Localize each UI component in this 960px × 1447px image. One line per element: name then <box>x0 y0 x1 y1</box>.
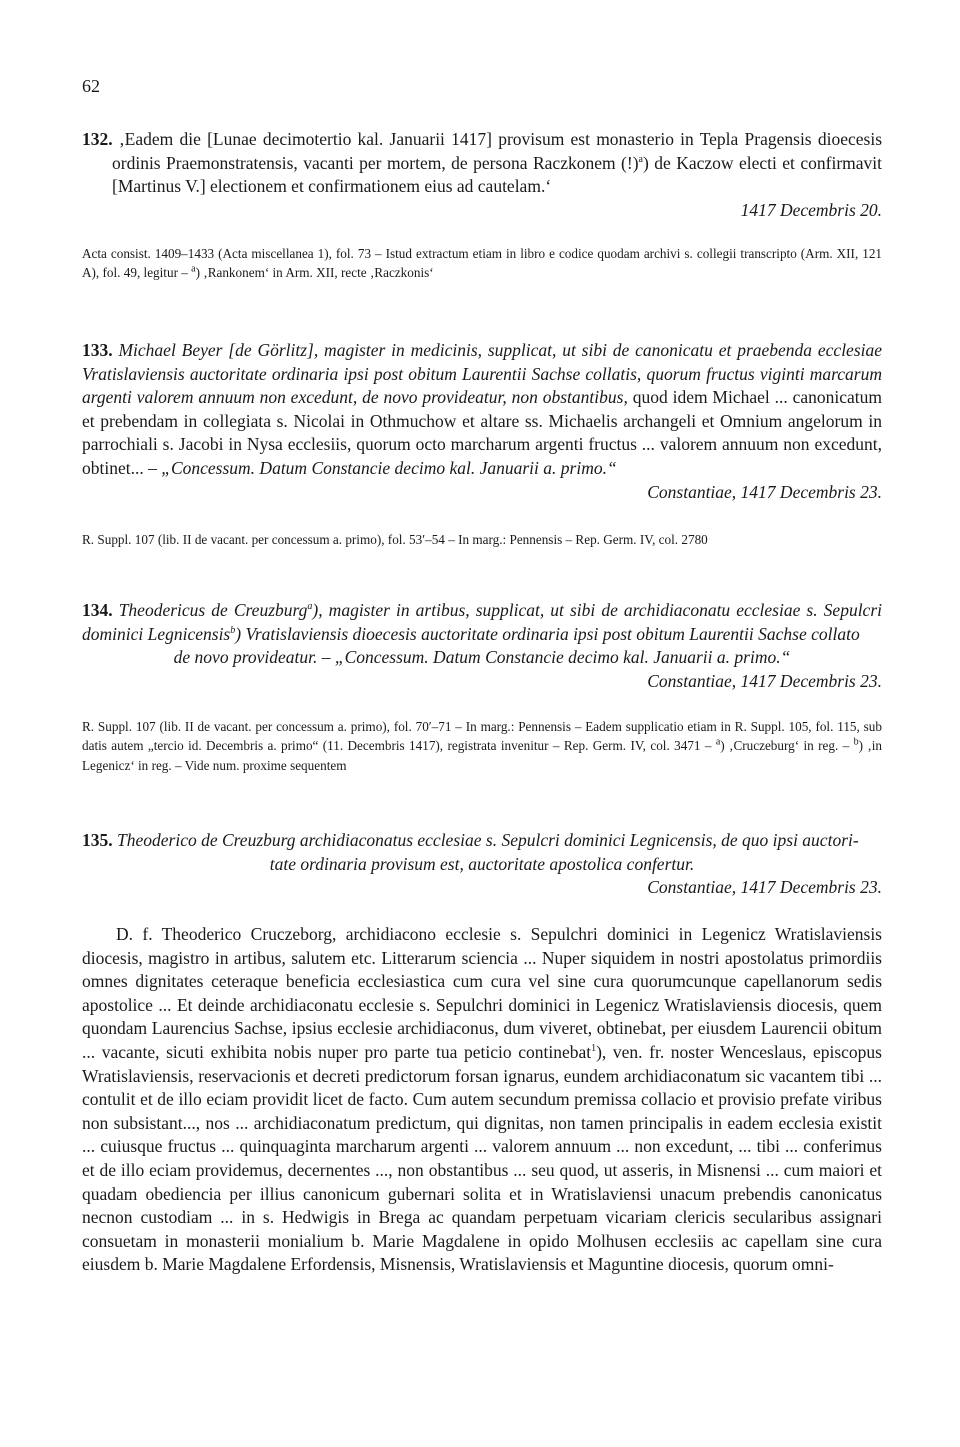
notes-line-3b: ) ‚Cruczeburg‘ in reg. – <box>720 738 854 754</box>
entry-135-body <box>82 923 882 1277</box>
notes-line-3c: ) ‚in Legenicz‘ in reg. – Vide num. proxime sequentem <box>82 738 883 773</box>
notes-line-1: Acta consist. 1409–1433 (Acta miscellanea 1), fol. 73 – Istud extractum etiam in libro e codice quodam archivi s. collegii <box>82 246 737 261</box>
entry-number: 132. <box>82 129 113 149</box>
footnote-ref-a: a <box>307 601 313 613</box>
entry-133-roman: quod idem Michael ... canonicatum et prebendam in collegiata s. Nicolai in Othmuchow et altare ss. Michaelis archangeli et Omnium angelorum in parrochiali s. Jacobi in Nysa ecclesiis, quorum octo marcharum argenti fructus ... valorem annuum non excedunt, obtinet... – <box>82 387 883 478</box>
notes-line: R. Suppl. 107 (lib. II de vacant. per concessum a. primo), fol. 53′–54 – In marg.: Pennensis – Rep. Germ. IV, col. 2780 <box>82 532 708 547</box>
entry-135-l1: Theoderico de Creuzburg archidiaconatus ecclesiae s. Sepulcri dominici Legnicensis, de quo ipsi auctori- <box>117 830 859 850</box>
entry-134-t1: Theodericus de Creuzburg <box>118 600 308 620</box>
entry-133-text <box>82 339 882 481</box>
entry-132-line-1: ‚Eadem die [Lunae decimotertio kal. Januarii 1417] provisum est monasterio in Tepla Pragensis <box>118 129 812 149</box>
entry-134-text <box>82 599 882 646</box>
entry-132 <box>82 128 882 222</box>
footnote-ref-a: a <box>191 264 196 276</box>
entry-134-t4: ) Vratislaviensis dioecesis auctoritate ordinaria ipsi post obitum Laurentii Sachse collato <box>235 623 860 644</box>
footnote-ref-a: a <box>638 153 643 165</box>
entry-134-notes <box>82 717 882 775</box>
entry-134-t3: dominici Legnicensis <box>82 623 231 644</box>
footnote-ref-b: b <box>230 624 236 636</box>
page-number: 62 <box>82 76 100 96</box>
notes-line-2-end: ) ‚Rankonem‘ in Arm. XII, recte ‚Raczkonis‘ <box>195 265 434 281</box>
entry-135-date: Constantiae, 1417 Decembris 23. <box>647 877 882 898</box>
entry-number: 134. <box>82 600 113 620</box>
entry-134-t2: ), magister in artibus, supplicat, ut sibi de archidiaconatu ecclesiae s. Sepulcri <box>312 600 882 620</box>
entry-132-line-2: dioecesis ordinis Praemonstratensis, vacanti per mortem, de persona Raczkonem (!) <box>112 129 883 173</box>
body-text-a: D. f. Theoderico Cruczeborg, archidiacono ecclesie s. Sepulchri dominici in Legenicz Wratislaviensis diocesis, magistro in artibus, salutem etc. Litterarum sciencia ... Nuper siquidem in nostri apostolatus primordiis omnes dignitates ceteraque beneficia ecclesiastica cum cura vel sine cura quorumcunque capellanorum sedis apostolice ... Et deinde archidiaconatu ecclesie s. Sepulchri dominici in Legenicz Wratislaviensis diocesis, quem quondam Laurencius Sachse, ipsius ecclesie archidiaconus, dum viveret, obtinebat, per eiusdem Laurencii obitum ... vacante, sicuti exhibita nobis nuper pro parte tua peticio continebat <box>82 924 882 1062</box>
entry-134-t5: de novo provideatur. – „Concessum. Datum Constancie decimo kal. Januarii a. primo.“ <box>173 647 791 668</box>
entry-number: 135. <box>82 830 113 850</box>
entry-133-concessum: „Concessum. Datum Constancie decimo kal. Januarii a. primo.“ <box>161 457 617 478</box>
entry-134 <box>82 599 882 693</box>
entry-132-notes <box>82 244 882 283</box>
entry-number: 133. <box>82 340 113 360</box>
body-text-b: ), ven. fr. noster Wenceslaus, episcopus Wratislaviensis, reservacionis et decreti predictorum forsan ignarus, eundem archidiaconatum sic vacantem tibi ... contulit et de illo eciam providit licet de facto. Cum autem secundum premissa collacio et provisio prefate viribus non subsistant..., nos ... archidiaconatum predictum, qui dignitas, non tamen principalis in eadem ecclesia existit ... cuiusque fructus ... quinquaginta marcharum argenti ... valorem annuum ... non excedunt, ... tibi ... conferimus et de illo eciam providemus, decernentes ..., non obstantibus ... seu quod, ut asseris, in Misnensi ... cum maiori et quadam obediencia per illius canonicum gubernari solita et in Wratislaviensi unacum prebendis canonicatus necnon custodiam ... in s. Hedwigis in Brega ac quandam perpetuam vicariam clericis secularibus assignari consuetam in monasterii monialium b. Marie Magdalene in opido Molhusen ecclesiis ac capellam sine cura eiusdem b. Marie Magdalene Erfordensis, Misnensis, Wratislaviensis et Maguntine diocesis, quorum omni- <box>82 1041 882 1275</box>
entry-135 <box>82 829 882 900</box>
entry-135-l2: tate ordinaria provisum est, auctoritate apostolica confertur. <box>269 853 695 874</box>
entry-133-date: Constantiae, 1417 Decembris 23. <box>647 481 882 502</box>
notes-line-1: R. Suppl. 107 (lib. II de vacant. per concessum a. primo), fol. 70′–71 – In marg.: Pennensis – Eadem supplicatio etiam in <box>82 719 731 734</box>
entry-133 <box>82 339 882 504</box>
footnote-ref-a: a <box>715 737 721 749</box>
notes-line-2: R. Suppl. 105, fol. 115, sub datis autem „tercio id. Decembris a. primo“ (11. Decembris 1417), registrata invenitur – Rep. Germ. <box>82 719 882 754</box>
entry-132-text <box>82 128 882 199</box>
entry-133-summary: Michael Beyer [de Görlitz], magister in medicinis, supplicat, ut sibi de canonicatu et praebenda ecclesiae Vratislaviensis auctoritate ordinaria ipsi post obitum Laurentii Sachse collatis, quorum fructus viginti marcarum argenti valorem annuum non excedunt, de novo provideatur, non obstantibus, <box>82 340 883 408</box>
entry-135-text <box>82 829 882 853</box>
entry-132-line-3: confirmavit [Martinus V.] electionem et confirmationem eius ad cautelam.‘ <box>112 152 882 197</box>
entry-133-notes <box>82 530 882 549</box>
entry-134-date: Constantiae, 1417 Decembris 23. <box>647 670 882 691</box>
footnote-ref-1: 1 <box>591 1043 597 1055</box>
notes-line-2: transcripto (Arm. XII, 121 A), fol. 49, legitur – <box>82 246 883 281</box>
entry-132-line-2b: ) de Kaczow electi et <box>642 152 795 173</box>
footnote-ref-b: b <box>853 737 859 749</box>
notes-line-3a: IV, col. 3471 – <box>630 738 716 754</box>
entry-132-date: 1417 Decembris 20. <box>740 199 882 220</box>
